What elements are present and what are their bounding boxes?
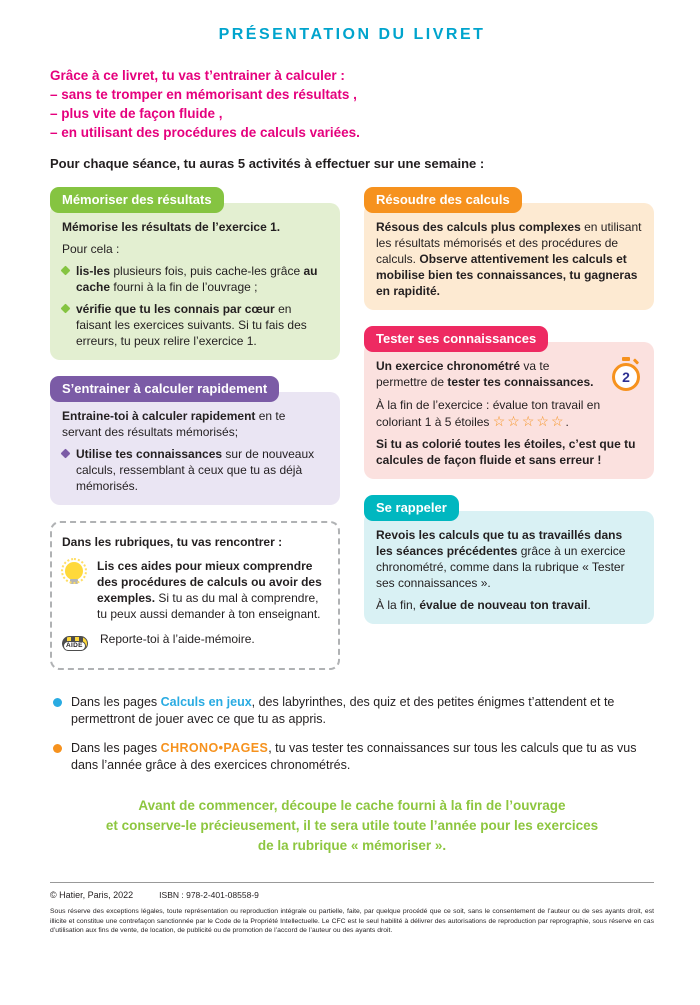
page-title: PRÉSENTATION DU LIVRET [218,26,486,43]
intro-text [50,66,654,142]
bullet-diamond-icon [61,266,71,276]
rubriques-item-text: Lis ces aides pour mieux comprendre des procédures de calculs ou avoir des exemples. Si tu as du mal à comprendre, tu peux aussi demander à ton enseignant. [97,559,322,621]
card-lead-text: Mémorise les résultats de l’exercice 1. [62,220,281,234]
list-item [53,740,654,774]
activities-line: Pour chaque séance, tu auras 5 activités à effectuer sur une semaine : [50,156,485,171]
footer-divider [50,882,654,883]
activity-cards-grid [50,187,654,670]
card-body-text: Revois les calculs que tu as travaillés dans les séances précédentes grâce à un exercice chronométré, comme dans la rubrique « Tester ses connaissances ». [376,528,626,590]
closing-line: Avant de commencer, découpe le cache fourni à la fin de l’ouvrage [138,798,566,813]
card-memoriser [50,187,340,360]
card-body-text: À la fin, évalue de nouveau ton travail. [376,598,591,612]
list-item [62,446,328,494]
intro-line: Grâce à ce livret, tu vas t’entrainer à calculer : [50,68,345,83]
right-column [364,187,654,670]
rubriques-item-text: Reporte-toi à l’aide-mémoire. [100,632,255,646]
card-entrainer-header: S’entrainer à calculer rapidement [50,376,279,402]
aide-label: AIDE [63,641,86,651]
intro-line: – plus vite de façon fluide , [50,106,223,121]
isbn-text: ISBN : 978-2-401-08558-9 [159,890,259,900]
card-resoudre [364,187,654,310]
card-memoriser-body [50,203,340,360]
closing-line: et conserve-le précieusement, il te sera utile toute l’année pour les exercices [105,818,599,833]
card-entrainer [50,376,340,505]
card-tester-header: Tester ses connaissances [364,326,548,352]
card-resoudre-body [364,203,654,310]
tester-intro-row [376,358,642,391]
card-tester-body [364,342,654,479]
lightbulb-icon [65,562,83,580]
list-item-text: Utilise tes connaissances sur de nouveaux calculs, ressemblant à ceux que tu as déjà mémorisés. [76,447,315,493]
left-column [50,187,340,670]
list-item [53,694,654,728]
card-body-text: À la fin de l’exercice : évalue ton travail en coloriant 1 à 5 étoiles ☆☆☆☆☆. [376,398,601,429]
rubriques-item-tip [62,558,328,622]
legal-text: Sous réserve des exceptions légales, toute représentation ou reproduction intégrale ou partielle, faite, par quelque procédé que ce soit, sans le consentement de l’auteur ou de ses ayants droit, est illicite et constitue une contrefaçon sanctionnée par le Code de la Propriété Intellectuelle. Le CFC est le seul habilité à délivrer des autorisations de reproduction par reprographie, sous réserve en cas d’utilisation aux fins de vente, de location, de publicité ou de promotion de l’accord de l’auteur ou des ayants droit. [50,908,654,934]
copyright-text: © Hatier, Paris, 2022 [50,890,134,900]
bottom-bullet-list [50,694,654,774]
stopwatch-value: 2 [622,369,630,385]
closing-line: de la rubrique « mémoriser ». [257,838,447,853]
bullet-dot-icon [53,698,62,707]
list-item-text: Dans les pages Calculs en jeux, des labyrinthes, des quiz et des petites énigmes t’attendent et te permettront de jouer avec ce que tu as appris. [71,695,615,726]
list-item-text: lis-les plusieurs fois, puis cache-les grâce au cache fourni à la fin de l’ouvrage ; [76,264,318,294]
rubriques-title: Dans les rubriques, tu vas rencontrer : [62,535,283,549]
list-item [62,301,328,349]
card-body-text: Un exercice chronométré va te permettre de tester tes connaissances. [376,359,594,389]
bullet-dot-icon [53,744,62,753]
rubriques-item-aide [62,631,328,656]
list-item [62,263,328,295]
card-rappeler-header: Se rappeler [364,495,459,521]
card-body-text: Si tu as colorié toutes les étoiles, c’est que tu calcules de façon fluide et sans erreur ! [376,437,636,467]
card-memoriser-header: Mémoriser des résultats [50,187,224,213]
card-tester [364,326,654,479]
footer [50,890,654,900]
stopwatch-icon [612,363,640,391]
bullet-diamond-icon [61,304,71,314]
card-rappeler-body [364,511,654,624]
intro-line: – sans te tromper en mémorisant des résultats , [50,87,357,102]
list-item-text: Dans les pages CHRONO•PAGES, tu vas tester tes connaissances sur tous les calculs que tu as vus dans l’année grâce à des exercices chronométrés. [71,741,637,772]
card-lead-text: Entraine-toi à calculer rapidement en te servant des résultats mémorisés; [62,409,286,439]
bullet-diamond-icon [61,449,71,459]
card-entrainer-body [50,392,340,505]
closing-note [50,796,654,856]
aide-bee-icon [62,632,90,656]
card-rappeler [364,495,654,624]
list-item-text: vérifie que tu les connais par cœur en faisant les exercices suivants. Si tu fais des erreurs, tu peux relire l’exercice 1. [76,302,307,348]
card-resoudre-header: Résoudre des calculs [364,187,522,213]
intro-line: – en utilisant des procédures de calculs variées. [50,125,360,140]
rubriques-box [50,521,340,670]
card-body-text: Résous des calculs plus complexes en utilisant les résultats mémorisés et des procédures de calculs. Observe attentivement les calculs et mobilise bien tes connaissances, tu gagneras en rapidité. [376,220,642,298]
card-sub-text: Pour cela : [62,242,120,256]
